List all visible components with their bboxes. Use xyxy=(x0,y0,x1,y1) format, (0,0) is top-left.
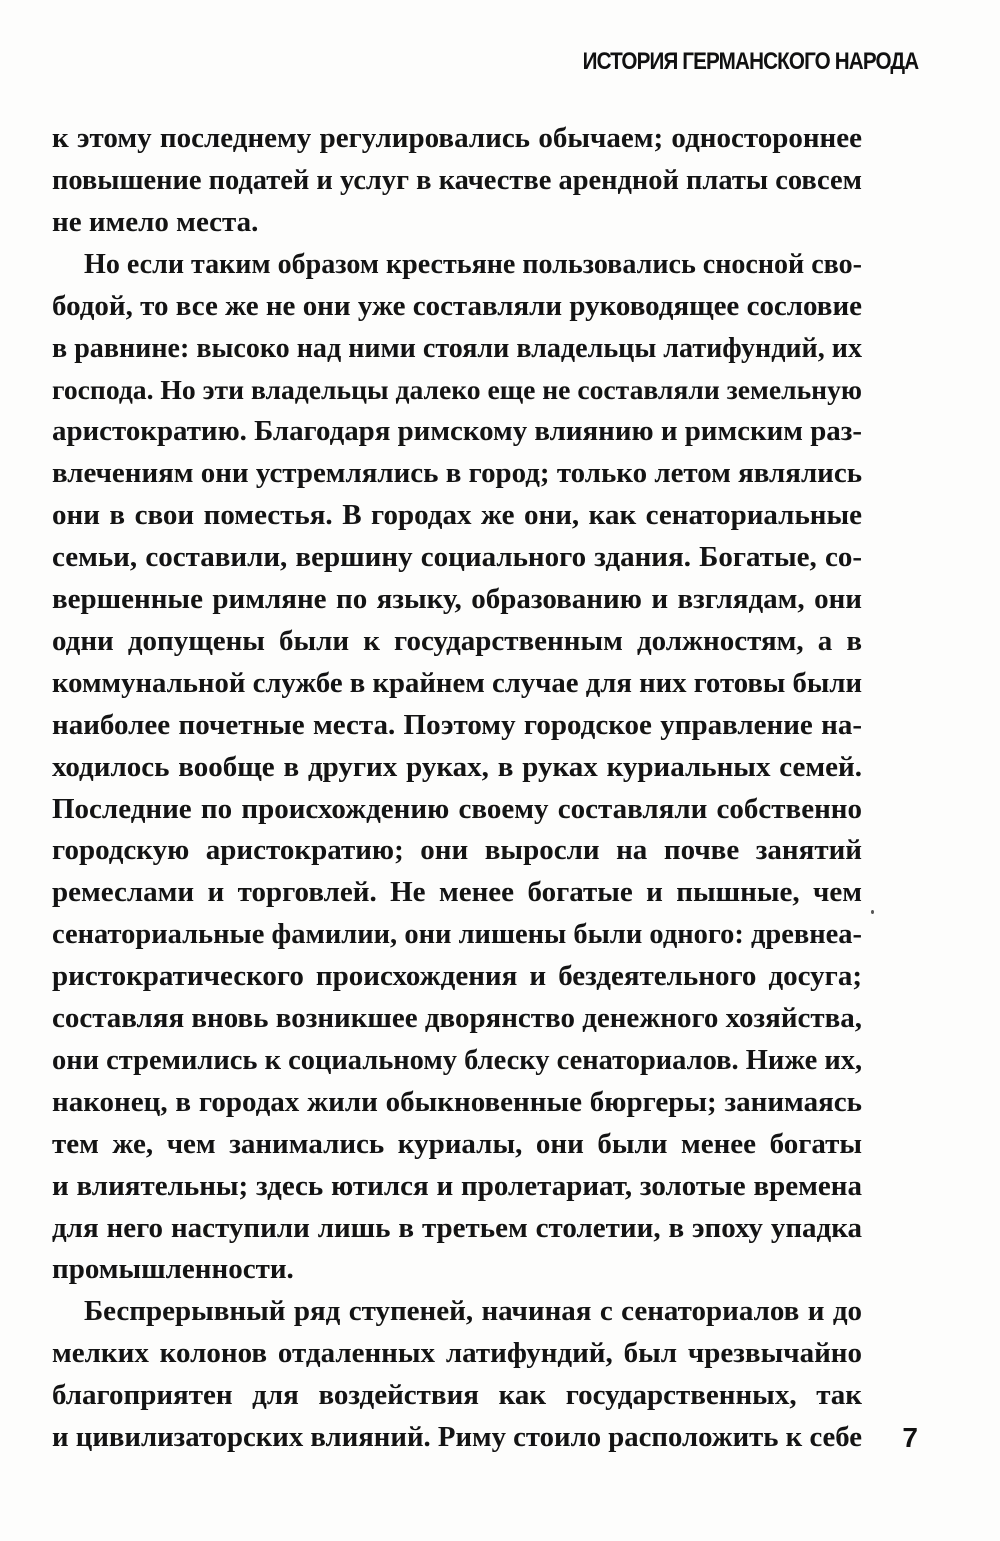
body-text xyxy=(52,118,862,1459)
text-line: они в свои поместья. В городах же они, как сенаториальные xyxy=(52,499,862,532)
scan-speck xyxy=(871,910,874,914)
text-line: в равнине: высоко над ними стояли владельцы латифундий, их xyxy=(52,332,862,364)
text-line: вершенные римляне по языку, образованию и взглядам, они xyxy=(52,582,862,615)
text-line: влечениям они устремлялись в город; только летом являлись xyxy=(52,457,862,490)
text-line: к этому последнему регулировались обычаем; одностороннее xyxy=(52,122,862,154)
text-line: наиболее почетные места. Поэтому городское управление на- xyxy=(52,708,862,741)
text-line: семьи, составили, вершину социального здания. Богатые, со- xyxy=(52,541,862,574)
text-line: и влиятельны; здесь ютился и пролетариат, золотые времена xyxy=(52,1169,862,1202)
text-line: для него наступили лишь в третьем столетии, в эпоху упадка xyxy=(52,1211,862,1244)
text-line: сенаториальные фамилии, они лишены были одного: древнеа- xyxy=(52,919,862,951)
text-line: Беспрерывный ряд ступеней, начиная с сенаториалов и до xyxy=(84,1295,862,1328)
text-line: промышленности. xyxy=(52,1253,294,1286)
running-header: ИСТОРИЯ ГЕРМАНСКОГО НАРОДА xyxy=(582,48,918,75)
text-line: ристократического происхождения и бездеятельного досуга; xyxy=(52,960,862,993)
text-line: коммунальной службе в крайнем случае для них готовы были xyxy=(52,666,862,699)
text-line: повышение податей и услуг в качестве арендной платы совсем xyxy=(52,164,862,196)
text-line: ходилось вообще в других руках, в руках куриальных семей. xyxy=(52,750,862,783)
text-line: благоприятен для воздействия как государственных, так xyxy=(52,1379,862,1412)
text-line: бодой, то все же не они уже составляли руководящее сословие xyxy=(52,289,862,322)
page-number: 7 xyxy=(902,1422,918,1453)
text-line: Последние по происхождению своему составляли собственно xyxy=(52,792,862,825)
text-line: Но если таким образом крестьяне пользовались сносной сво- xyxy=(84,248,862,280)
text-line: составляя вновь возникшее дворянство денежного хозяйства, xyxy=(52,1002,862,1035)
text-line: городскую аристократию; они выросли на почве занятий xyxy=(52,834,862,867)
text-line: не имело места. xyxy=(52,205,259,238)
text-line: и цивилизаторских влияний. Риму стоило расположить к себе xyxy=(52,1421,863,1454)
text-line: мелких колонов отдаленных латифундий, был чрезвычайно xyxy=(52,1337,862,1370)
text-line: наконец, в городах жили обыкновенные бюргеры; занимаясь xyxy=(52,1085,862,1118)
paragraph xyxy=(52,244,862,1292)
paragraph xyxy=(52,1291,862,1459)
text-line: они стремились к социальному блеску сенаториалов. Ниже их, xyxy=(52,1044,863,1076)
text-line: аристократию. Благодаря римскому влиянию и римским раз- xyxy=(52,415,862,448)
text-line: одни допущены были к государственным должностям, а в xyxy=(52,624,862,657)
text-line: господа. Но эти владельцы далеко еще не составляли земельную xyxy=(52,374,862,406)
text-line: тем же, чем занимались куриалы, они были менее богаты xyxy=(52,1127,862,1160)
paragraph xyxy=(52,118,862,244)
text-line: ремеслами и торговлей. Не менее богатые и пышные, чем xyxy=(52,876,862,909)
